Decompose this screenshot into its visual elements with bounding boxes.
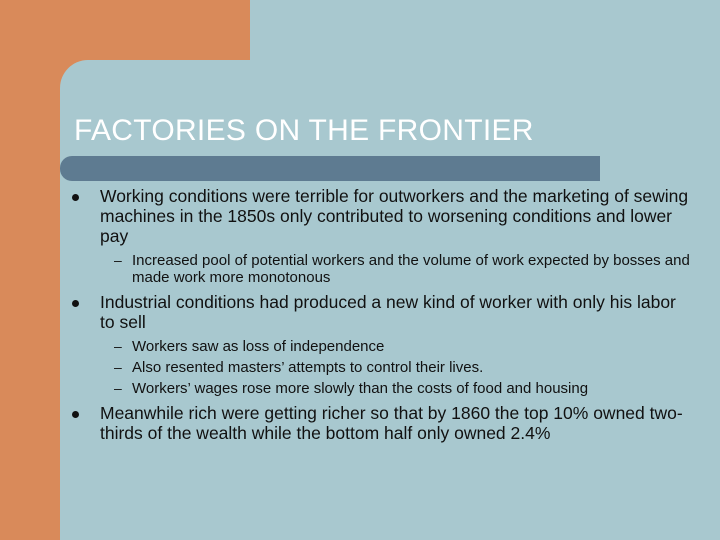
sub-bullet-list [100, 252, 692, 286]
bullet-dot-icon [72, 411, 79, 418]
title-underline-bar [60, 156, 600, 181]
sub-bullet-item [100, 380, 692, 397]
bullet-dot-icon [72, 300, 79, 307]
dash-icon: – [114, 380, 122, 396]
bullet-item [72, 186, 692, 286]
sub-bullet-item [100, 338, 692, 355]
sub-bullet-list [100, 338, 692, 397]
sub-bullet-text: Workers saw as loss of independence [132, 338, 385, 355]
bullet-text: Meanwhile rich were getting richer so that by 1860 the top 10% owned two-thirds of the wealth while the bottom half only owned 2.4% [100, 403, 683, 443]
bullet-item [72, 292, 692, 397]
dash-icon: – [114, 359, 122, 375]
sub-bullet-text: Workers’ wages rose more slowly than the costs of food and housing [132, 380, 589, 397]
bullet-dot-icon [72, 194, 79, 201]
sub-bullet-text: Increased pool of potential workers and the volume of work expected by bosses and made work more monotonous [132, 252, 690, 286]
sub-bullet-item [100, 359, 692, 376]
sub-bullet-item [100, 252, 692, 286]
bullet-item [72, 403, 692, 443]
dash-icon: – [114, 252, 122, 268]
dash-icon: – [114, 338, 122, 354]
bullet-list [72, 186, 692, 447]
slide-title: FACTORIES ON THE FRONTIER [74, 114, 534, 147]
bullet-text: Industrial conditions had produced a new kind of worker with only his labor to sell [100, 292, 676, 332]
sub-bullet-text: Also resented masters’ attempts to control their lives. [132, 359, 484, 376]
bullet-text: Working conditions were terrible for outworkers and the marketing of sewing machines in the 1850s only contributed to worsening conditions and lower pay [100, 186, 689, 246]
